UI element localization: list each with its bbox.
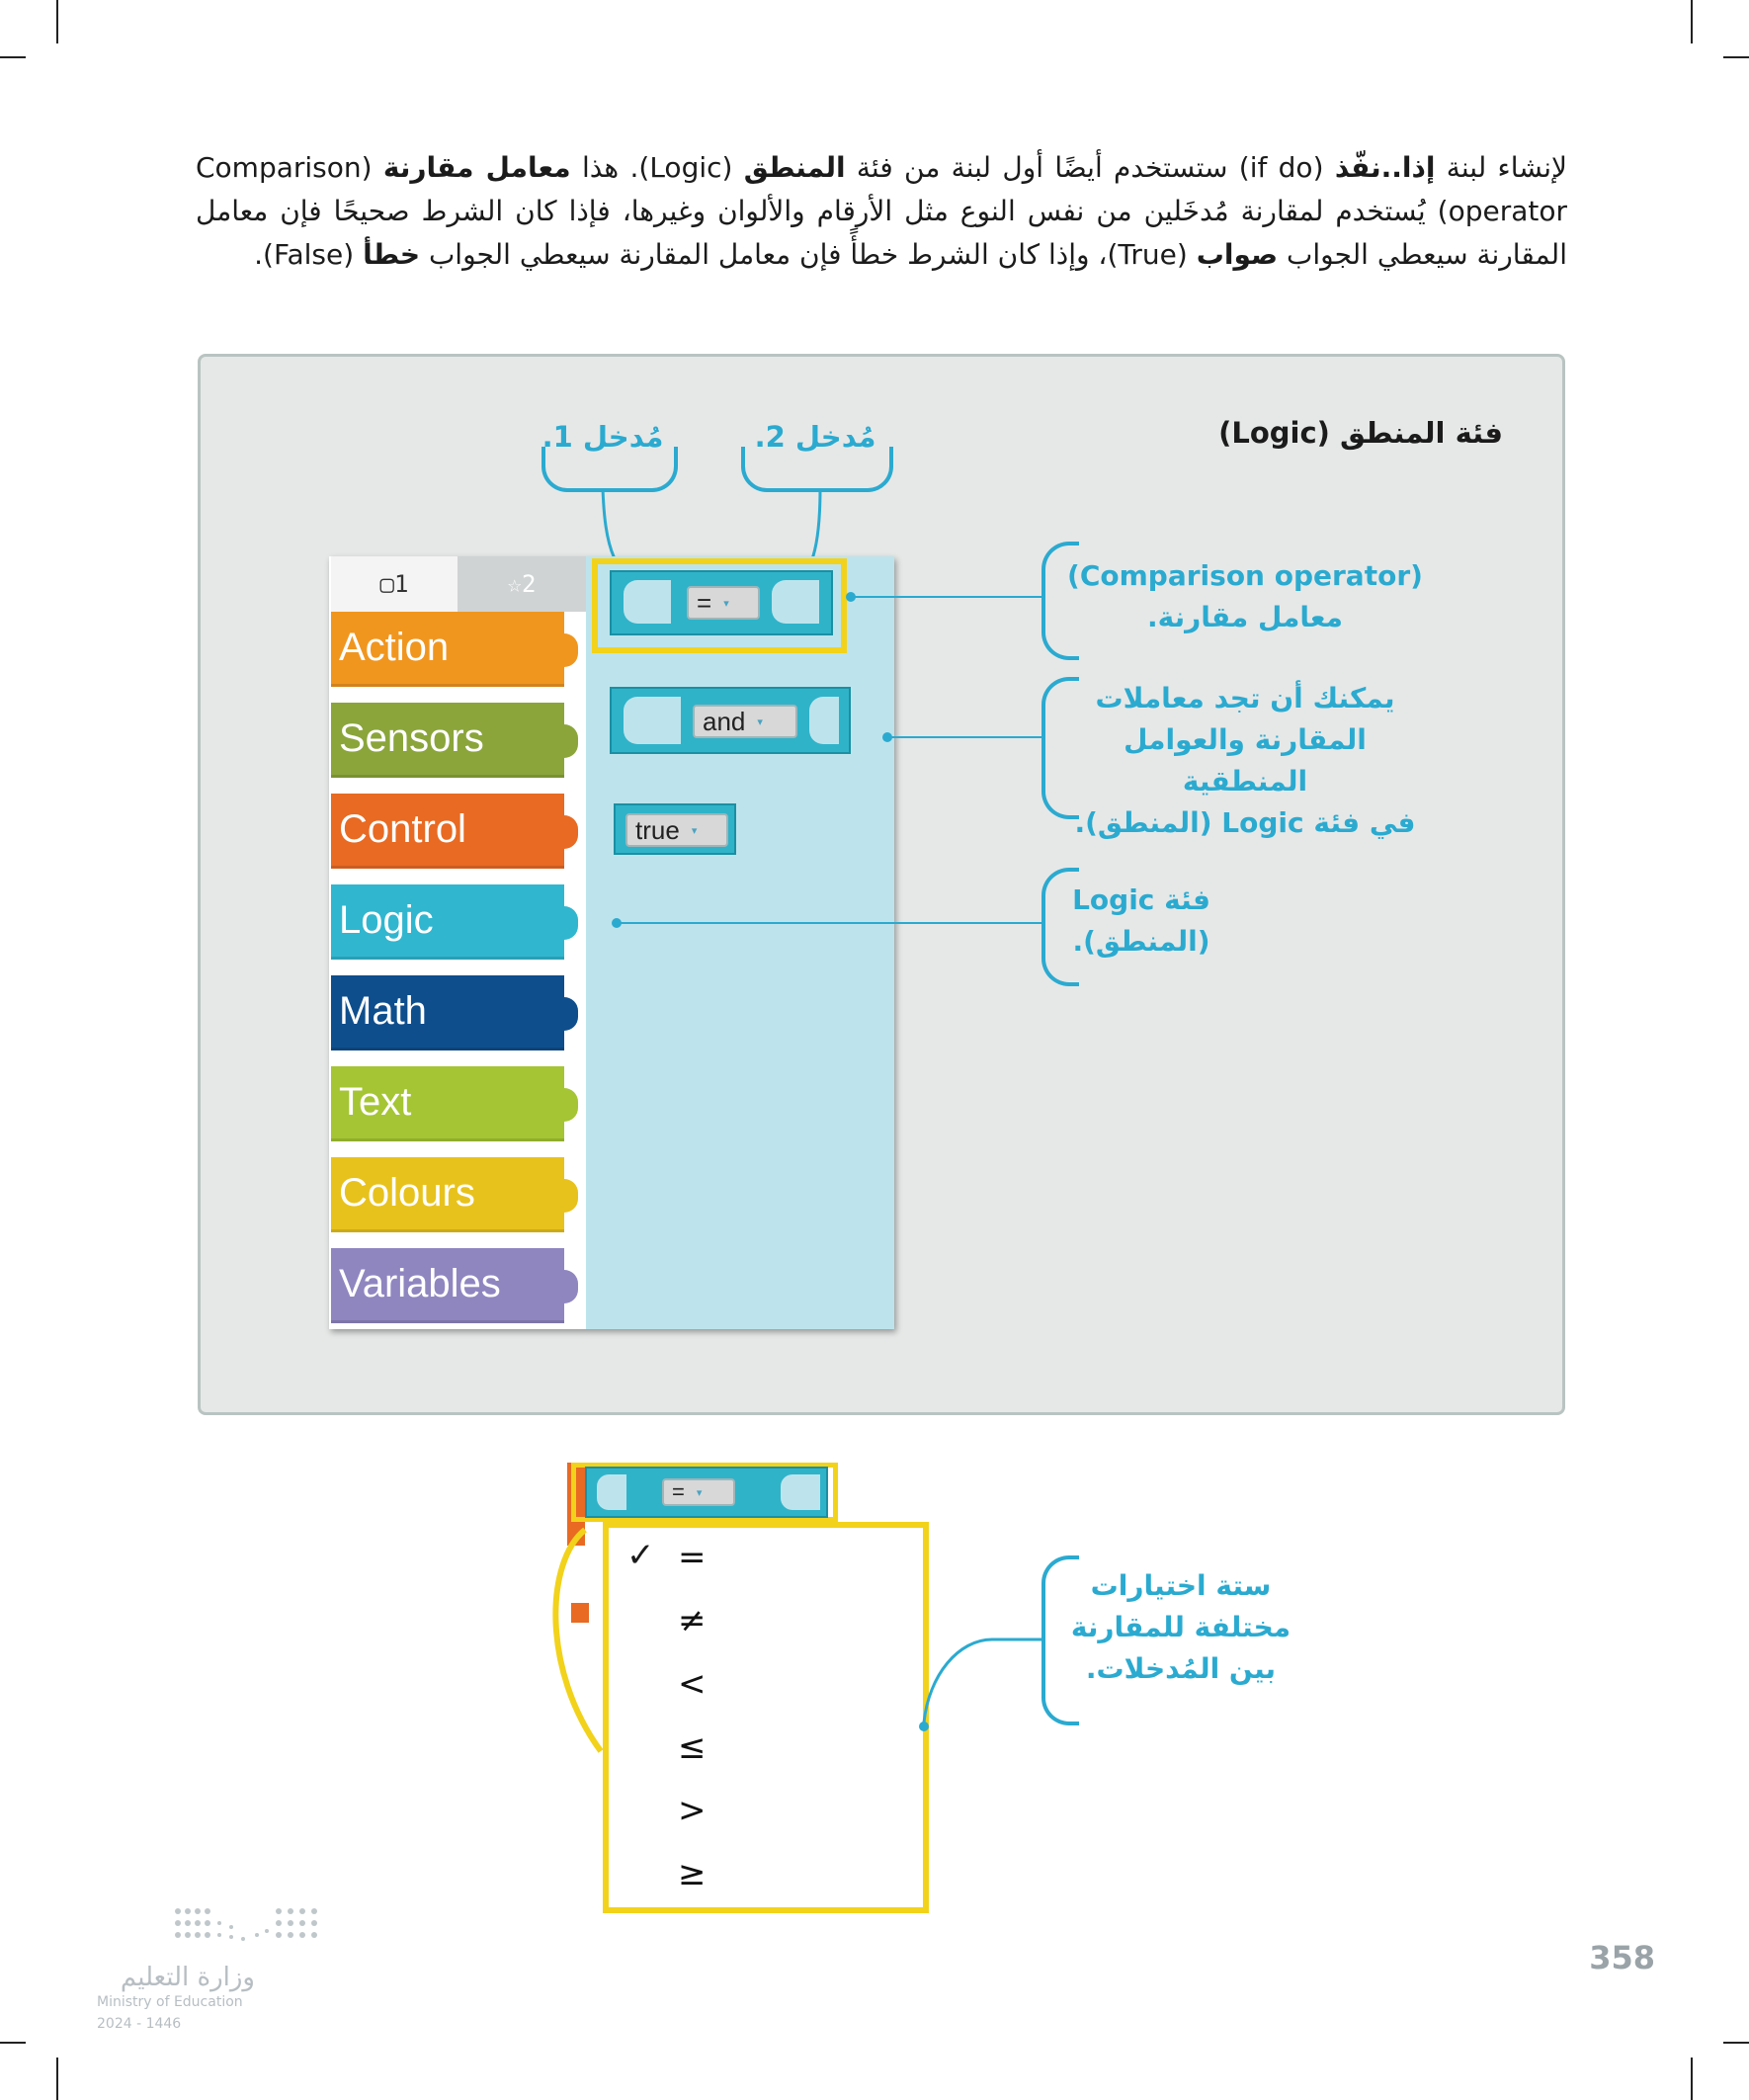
menu-item-greater[interactable] bbox=[609, 1785, 925, 1848]
edition-year: 2024 - 1446 bbox=[97, 2016, 182, 2032]
category-logic[interactable] bbox=[331, 884, 564, 960]
crop-mark bbox=[1723, 2042, 1749, 2044]
dropdown-value: and bbox=[703, 706, 746, 736]
ministry-logo bbox=[97, 1963, 255, 2032]
category-colours[interactable] bbox=[331, 1157, 564, 1232]
menu-item-label: > bbox=[678, 1791, 707, 1830]
panel-title: فئة المنطق (Logic) bbox=[1218, 416, 1503, 450]
compare-input-b[interactable] bbox=[772, 580, 819, 624]
callout-line: المقارنة والعوامل المنطقية bbox=[1124, 723, 1367, 798]
callout-line: مختلفة للمقارنة bbox=[1070, 1611, 1291, 1643]
intro-text: (True)، وإذا كان الشرط خطأً فإن معامل المقارنة سيعطي الجواب bbox=[420, 238, 1197, 271]
category-label: Text bbox=[339, 1080, 412, 1124]
leader-line bbox=[618, 922, 1045, 924]
intro-bold: معامل مقارنة bbox=[382, 151, 571, 184]
category-text[interactable] bbox=[331, 1066, 564, 1141]
crop-mark bbox=[1723, 56, 1749, 58]
menu-item-less-equal[interactable] bbox=[609, 1722, 925, 1785]
menu-item-equal[interactable] bbox=[609, 1532, 925, 1595]
and-input-a[interactable] bbox=[624, 697, 681, 744]
category-label: Action bbox=[339, 626, 450, 669]
intro-bold: إذا..نفّذ bbox=[1334, 151, 1436, 184]
menu-item-label: = bbox=[678, 1538, 707, 1577]
callout-line: في فئة Logic (المنطق). bbox=[1074, 806, 1416, 839]
crop-mark bbox=[56, 2058, 58, 2100]
callout-find-operators bbox=[1067, 678, 1423, 844]
input1-label: مُدخل 1. bbox=[541, 420, 664, 454]
dropdown-value: = bbox=[672, 1479, 685, 1504]
compare-block[interactable] bbox=[610, 570, 833, 635]
category-math[interactable] bbox=[331, 975, 564, 1050]
category-label: Logic bbox=[339, 898, 434, 942]
category-action[interactable] bbox=[331, 612, 564, 687]
dropdown-leader-line bbox=[919, 1636, 1047, 1734]
ministry-dots-icon bbox=[168, 1901, 326, 1957]
category-label: Variables bbox=[339, 1262, 501, 1305]
callout-line: (Comparison operator) bbox=[1067, 559, 1423, 592]
operator-menu bbox=[603, 1522, 929, 1913]
callout-line: بين المُدخلات. bbox=[1085, 1652, 1277, 1685]
logic-boolean-block[interactable] bbox=[614, 803, 736, 855]
intro-text: (False). bbox=[254, 238, 364, 271]
callout-line: يمكنك أن تجد معاملات bbox=[1095, 682, 1395, 714]
menu-item-not-equal[interactable] bbox=[609, 1595, 925, 1658]
dropdown-arrow-icon: ▾ bbox=[691, 824, 698, 837]
compare-input-a[interactable] bbox=[624, 580, 671, 624]
dropdown-value: true bbox=[635, 814, 680, 845]
intro-bold: المنطق bbox=[743, 151, 846, 184]
intro-text: (Comparison operator) يُستخدم لمقارنة مُدخَلين من نفس النوع مثل الأرقام والألوان وغيرها، فإذا كان الشرط صحيحًا فإن معامل المقارنة سيعطي الجواب bbox=[196, 151, 1567, 271]
demo-op-dropdown[interactable] bbox=[662, 1478, 735, 1506]
dropdown-demo bbox=[567, 1463, 933, 1917]
demo-input-b[interactable] bbox=[781, 1474, 820, 1510]
menu-item-less[interactable] bbox=[609, 1658, 925, 1722]
menu-item-label: < bbox=[678, 1664, 707, 1704]
menu-item-label: ≥ bbox=[678, 1854, 707, 1893]
callout-six-options bbox=[1057, 1565, 1304, 1690]
and-input-b[interactable] bbox=[809, 697, 839, 744]
category-sensors[interactable] bbox=[331, 703, 564, 778]
intro-text: (if do) ستستخدم أيضًا أول لبنة من فئة bbox=[845, 151, 1335, 184]
intro-text: (Logic). هذا bbox=[570, 151, 744, 184]
and-op-dropdown[interactable] bbox=[693, 705, 797, 738]
dropdown-value: = bbox=[697, 587, 712, 618]
intro-text: لإنشاء لبنة bbox=[1435, 151, 1567, 184]
intro-bold: صواب bbox=[1196, 238, 1279, 271]
intro-paragraph bbox=[196, 146, 1567, 277]
crop-mark bbox=[1691, 2058, 1693, 2100]
leader-line bbox=[888, 736, 1045, 738]
callout-line: (المنطق). bbox=[1072, 925, 1210, 958]
logic-operation-block[interactable] bbox=[610, 687, 851, 754]
callout-logic-category bbox=[1057, 880, 1225, 963]
callout-line: معامل مقارنة. bbox=[1147, 601, 1343, 633]
page-number: 358 bbox=[1589, 1939, 1655, 1976]
crop-mark bbox=[56, 0, 58, 43]
ministry-name-ar: وزارة التعليم bbox=[120, 1963, 255, 1992]
category-variables[interactable] bbox=[331, 1248, 564, 1323]
intro-bold: خطأ bbox=[363, 238, 421, 271]
block-flyout bbox=[586, 556, 894, 1329]
callout-line: فئة Logic bbox=[1072, 883, 1210, 916]
category-control[interactable] bbox=[331, 794, 564, 869]
demo-compare-block[interactable] bbox=[585, 1467, 828, 1518]
crop-mark bbox=[0, 2042, 26, 2044]
callout-comparison-operator bbox=[1067, 555, 1423, 638]
callout-line: ستة اختيارات bbox=[1090, 1569, 1272, 1602]
compare-op-dropdown[interactable] bbox=[687, 586, 760, 620]
toolbox-tab-2[interactable]: ☆2 bbox=[458, 556, 586, 612]
menu-item-label: ≠ bbox=[678, 1601, 707, 1640]
blockly-toolbox bbox=[329, 556, 894, 1329]
menu-item-greater-equal[interactable] bbox=[609, 1848, 925, 1911]
category-label: Sensors bbox=[339, 716, 484, 760]
crop-mark bbox=[0, 56, 26, 58]
toolbox-tab-1[interactable]: ▢1 bbox=[331, 556, 458, 612]
input2-label: مُدخل 2. bbox=[754, 420, 876, 454]
ministry-name-en: Ministry of Education bbox=[97, 1994, 243, 2010]
crop-mark bbox=[1691, 0, 1693, 43]
category-label: Math bbox=[339, 989, 427, 1033]
category-label: Control bbox=[339, 807, 466, 851]
demo-yellow-arc bbox=[545, 1522, 605, 1779]
dropdown-arrow-icon: ▾ bbox=[757, 715, 763, 728]
leader-line bbox=[852, 596, 1045, 598]
dropdown-arrow-icon: ▾ bbox=[723, 597, 729, 610]
boolean-dropdown[interactable] bbox=[625, 813, 728, 847]
demo-input-a[interactable] bbox=[597, 1474, 626, 1510]
menu-item-label: ≤ bbox=[678, 1727, 707, 1767]
menu-check-icon: ✓ bbox=[626, 1536, 655, 1575]
dropdown-arrow-icon: ▾ bbox=[696, 1486, 703, 1499]
category-label: Colours bbox=[339, 1171, 475, 1215]
